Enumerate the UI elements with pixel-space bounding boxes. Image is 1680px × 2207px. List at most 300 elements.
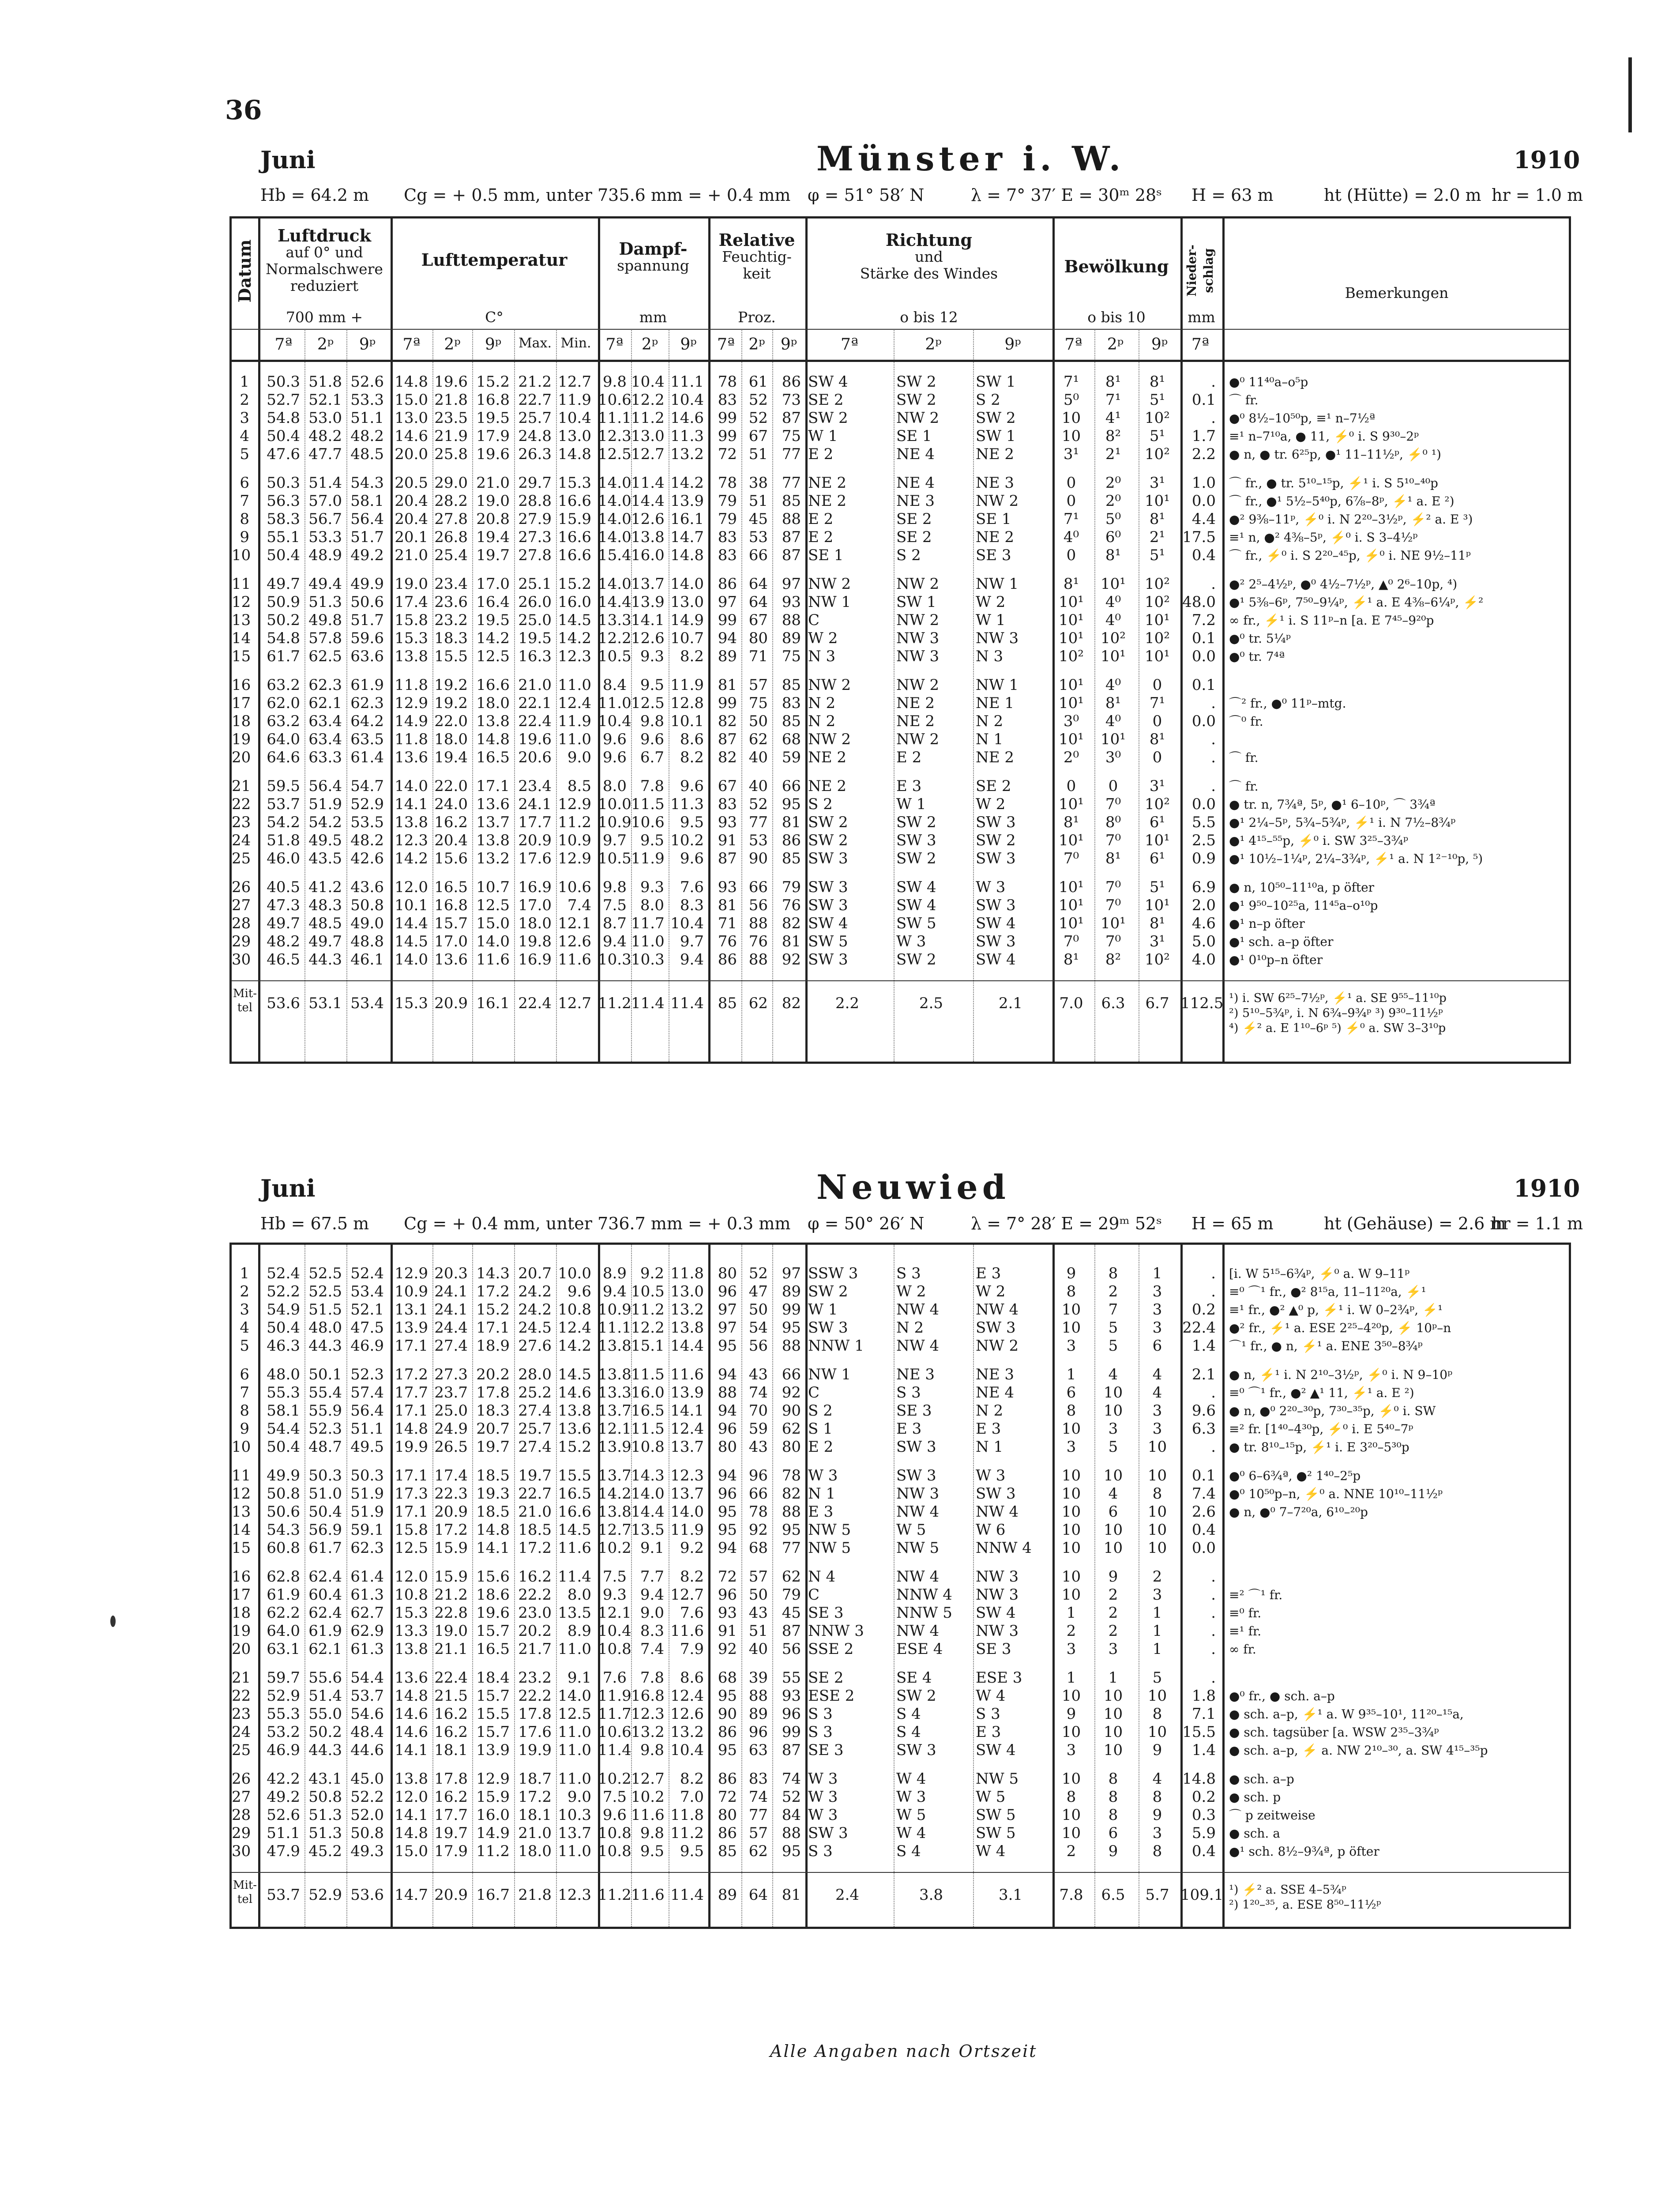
cloud-cell: 8¹ bbox=[1063, 814, 1079, 831]
temperature-cell: 18.1 bbox=[434, 1741, 468, 1759]
temperature-cell: 11.0 bbox=[558, 1770, 591, 1788]
day-cell: 28 bbox=[232, 1806, 251, 1824]
vapour-cell: 10.7 bbox=[670, 629, 704, 647]
wind-cell: SW 4 bbox=[976, 915, 1016, 932]
temperature-cell: 19.4 bbox=[434, 749, 468, 766]
vapour-cell: 14.0 bbox=[670, 1503, 704, 1521]
wind-cell: SW 1 bbox=[976, 427, 1016, 445]
term-label: 7ª bbox=[717, 335, 735, 354]
wind-cell: S 2 bbox=[808, 1402, 833, 1420]
remark-cell: ≡¹ n–7¹⁰a, ● 11, ⚡⁰ i. S 9³⁰–2ᵖ bbox=[1229, 429, 1419, 444]
pressure-cell: 48.9 bbox=[308, 546, 342, 564]
temperature-cell: 27.3 bbox=[518, 528, 552, 546]
temperature-cell: 19.6 bbox=[434, 373, 468, 391]
pressure-cell: 48.8 bbox=[350, 933, 384, 950]
precipitation-cell: . bbox=[1211, 731, 1216, 748]
humidity-cell: 94 bbox=[718, 1402, 737, 1420]
data-table bbox=[229, 1243, 1571, 1929]
pressure-cell: 64.2 bbox=[350, 712, 384, 730]
remark-cell: ⌒ fr., ● tr. 5¹⁰–¹⁵p, ⚡¹ i. S 5¹⁰–⁴⁰p bbox=[1229, 476, 1438, 490]
dampf-header-line: Dampf- bbox=[619, 239, 688, 259]
pressure-cell: 62.8 bbox=[267, 1568, 300, 1586]
vapour-cell: 10.5 bbox=[631, 1283, 665, 1300]
temperature-cell: 25.8 bbox=[434, 445, 468, 463]
pressure-cell: 44.3 bbox=[308, 1337, 342, 1355]
humidity-cell: 57 bbox=[748, 1568, 768, 1586]
vapour-cell: 13.9 bbox=[631, 593, 665, 611]
temperature-cell: 17.2 bbox=[395, 1366, 428, 1383]
temperature-cell: 20.6 bbox=[518, 749, 552, 766]
cloud-cell: 4 bbox=[1108, 1485, 1118, 1503]
temperature-cell: 12.5 bbox=[558, 1705, 591, 1723]
temperature-cell: 12.1 bbox=[558, 915, 591, 932]
vapour-cell: 9.1 bbox=[640, 1539, 664, 1557]
cloud-cell: 3 bbox=[1108, 1420, 1118, 1438]
humidity-cell: 54 bbox=[748, 1319, 768, 1337]
temperature-cell: 24.1 bbox=[434, 1301, 468, 1318]
term-label: 9ᵖ bbox=[680, 335, 697, 354]
humidity-cell: 95 bbox=[718, 1687, 737, 1705]
precipitation-cell: 14.8 bbox=[1182, 1770, 1216, 1788]
humidity-cell: 80 bbox=[782, 1438, 801, 1456]
temperature-cell: 19.9 bbox=[518, 1741, 552, 1759]
vapour-cell: 9.5 bbox=[640, 832, 664, 849]
temperature-cell: 15.2 bbox=[558, 1438, 591, 1456]
wind-cell: W 4 bbox=[976, 1687, 1006, 1705]
temperature-cell: 14.1 bbox=[395, 1806, 428, 1824]
vapour-cell: 9.6 bbox=[680, 777, 704, 795]
cloud-cell: 6 bbox=[1066, 1384, 1076, 1401]
wind-cell: SW 2 bbox=[808, 832, 848, 849]
cloud-cell: 1 bbox=[1152, 1622, 1162, 1640]
pressure-cell: 51.9 bbox=[350, 1503, 384, 1521]
cloud-cell: 10² bbox=[1059, 648, 1084, 665]
vapour-cell: 10.0 bbox=[598, 795, 631, 813]
pressure-cell: 61.7 bbox=[308, 1539, 342, 1557]
cloud-cell: 0 bbox=[1152, 749, 1162, 766]
wind-cell: SE 3 bbox=[808, 1741, 844, 1759]
wind-header-line: und bbox=[915, 248, 943, 265]
day-cell: 2 bbox=[240, 1283, 249, 1300]
temperature-cell: 14.8 bbox=[395, 1824, 428, 1842]
cloud-cell: 10¹ bbox=[1101, 575, 1126, 593]
temperature-cell: 16.2 bbox=[434, 1705, 468, 1723]
humidity-cell: 79 bbox=[718, 492, 737, 510]
cloud-cell: 8 bbox=[1066, 1402, 1076, 1420]
temperature-cell: 19.7 bbox=[476, 546, 510, 564]
cloud-cell: 9 bbox=[1108, 1568, 1118, 1586]
precipitation-cell: 4.4 bbox=[1191, 510, 1216, 528]
humidity-cell: 68 bbox=[748, 1539, 768, 1557]
pressure-cell: 50.4 bbox=[267, 1438, 300, 1456]
cloud-cell: 1 bbox=[1152, 1265, 1162, 1282]
precipitation-cell: 1.7 bbox=[1191, 427, 1216, 445]
pressure-cell: 62.2 bbox=[267, 1604, 300, 1622]
cloud-cell: 9 bbox=[1152, 1741, 1162, 1759]
remark-cell: ⌒ fr. bbox=[1229, 750, 1259, 765]
temperature-cell: 10.4 bbox=[558, 409, 591, 427]
temperature-cell: 20.3 bbox=[434, 1265, 468, 1282]
remark-cell: ●⁰ 8½–10⁵⁰p, ≡¹ n–7½ª bbox=[1229, 411, 1376, 426]
mittel-pressure: 52.9 bbox=[308, 1886, 342, 1904]
vapour-cell: 11.2 bbox=[631, 409, 665, 427]
wind-cell: E 3 bbox=[976, 1265, 1001, 1282]
vapour-cell: 11.4 bbox=[598, 1741, 631, 1759]
remark-cell: ● tr. 8¹⁰–¹⁵p, ⚡¹ i. E 3²⁰–5³⁰p bbox=[1229, 1440, 1409, 1454]
precipitation-cell: 2.5 bbox=[1191, 832, 1216, 849]
cloud-cell: 7⁰ bbox=[1105, 795, 1121, 813]
temperature-cell: 18.9 bbox=[476, 1337, 510, 1355]
precipitation-cell: 9.6 bbox=[1191, 1402, 1216, 1420]
humidity-cell: 57 bbox=[748, 676, 768, 694]
vapour-cell: 11.1 bbox=[598, 1319, 631, 1337]
temperature-cell: 14.8 bbox=[558, 445, 591, 463]
vapour-cell: 7.6 bbox=[602, 1669, 627, 1687]
wind-cell: ESE 4 bbox=[896, 1640, 943, 1658]
wind-cell: NW 2 bbox=[976, 1337, 1019, 1355]
wind-cell: W 2 bbox=[976, 795, 1006, 813]
day-cell: 17 bbox=[232, 694, 251, 712]
temperature-cell: 16.8 bbox=[434, 896, 468, 914]
temperature-cell: 21.0 bbox=[476, 474, 510, 492]
vapour-cell: 7.6 bbox=[680, 1604, 704, 1622]
vapour-cell: 9.2 bbox=[680, 1539, 704, 1557]
feuchte-header-line: Relative bbox=[718, 230, 795, 250]
luftdruck-header bbox=[258, 227, 391, 294]
vapour-cell: 11.9 bbox=[670, 676, 704, 694]
table-row bbox=[232, 1723, 1569, 1741]
cloud-cell: 10 bbox=[1061, 1521, 1081, 1539]
cloud-cell: 10¹ bbox=[1145, 832, 1170, 849]
vapour-cell: 10.4 bbox=[670, 391, 704, 409]
wind-cell: W 1 bbox=[896, 795, 926, 813]
humidity-cell: 62 bbox=[782, 1568, 801, 1586]
vapour-cell: 13.7 bbox=[598, 1402, 631, 1420]
temperature-cell: 18.0 bbox=[476, 694, 510, 712]
page-number: 36 bbox=[225, 95, 262, 126]
vapour-cell: 11.8 bbox=[670, 1806, 704, 1824]
vapour-cell: 14.2 bbox=[598, 1485, 631, 1503]
temperature-cell: 26.3 bbox=[518, 445, 552, 463]
wind-cell: W 2 bbox=[976, 593, 1006, 611]
humidity-cell: 77 bbox=[748, 1806, 768, 1824]
vapour-cell: 7.8 bbox=[640, 777, 664, 795]
temperature-cell: 16.6 bbox=[558, 528, 591, 546]
datum-header: Datum bbox=[235, 239, 255, 303]
temperature-cell: 11.8 bbox=[395, 676, 428, 694]
humidity-cell: 78 bbox=[748, 1503, 768, 1521]
wind-cell: SW 2 bbox=[976, 409, 1016, 427]
table-row bbox=[232, 1622, 1569, 1640]
vapour-cell: 10.6 bbox=[598, 1723, 631, 1741]
table-row bbox=[232, 1741, 1569, 1759]
temperature-cell: 19.6 bbox=[518, 731, 552, 748]
wind-cell: SW 4 bbox=[976, 1604, 1016, 1622]
feuchte-header bbox=[708, 232, 805, 282]
temperature-cell: 14.0 bbox=[395, 777, 428, 795]
humidity-cell: 50 bbox=[748, 712, 768, 730]
pressure-cell: 51.1 bbox=[267, 1824, 300, 1842]
day-cell: 4 bbox=[240, 1319, 249, 1337]
cloud-cell: 7¹ bbox=[1149, 694, 1165, 712]
wind-cell: NW 2 bbox=[896, 575, 940, 593]
table-row bbox=[232, 1265, 1569, 1283]
wind-cell: S 4 bbox=[896, 1723, 921, 1741]
cloud-cell: 6 bbox=[1108, 1824, 1118, 1842]
pressure-cell: 60.8 bbox=[267, 1539, 300, 1557]
temperature-cell: 16.5 bbox=[476, 749, 510, 766]
cloud-cell: 10¹ bbox=[1059, 832, 1084, 849]
humidity-cell: 80 bbox=[718, 1265, 737, 1282]
temperature-cell: 14.0 bbox=[395, 951, 428, 968]
table-row bbox=[232, 648, 1569, 666]
pressure-cell: 49.2 bbox=[267, 1788, 300, 1806]
cloud-cell: 5 bbox=[1108, 1319, 1118, 1337]
wind-cell: NW 5 bbox=[896, 1539, 940, 1557]
cloud-cell: 2¹ bbox=[1105, 445, 1121, 463]
pressure-cell: 54.3 bbox=[350, 474, 384, 492]
temperature-cell: 14.8 bbox=[476, 731, 510, 748]
table-row bbox=[232, 1842, 1569, 1861]
day-cell: 13 bbox=[232, 611, 251, 629]
wind-cell: SW 2 bbox=[808, 814, 848, 831]
wind-cell: NW 2 bbox=[808, 731, 851, 748]
temperature-cell: 20.2 bbox=[518, 1622, 552, 1640]
pressure-cell: 61.9 bbox=[308, 1622, 342, 1640]
remark-cell: ●⁰ tr. 5¼ᵖ bbox=[1229, 631, 1291, 646]
precipitation-cell: . bbox=[1211, 1669, 1216, 1687]
wind-cell: E 2 bbox=[808, 1438, 834, 1456]
cloud-cell: 9 bbox=[1066, 1705, 1076, 1723]
vapour-cell: 14.0 bbox=[598, 528, 631, 546]
wind-cell: W 1 bbox=[808, 427, 838, 445]
pressure-cell: 53.4 bbox=[350, 1283, 384, 1300]
remark-cell: ●⁰ 10⁵⁰p–n, ⚡⁰ a. NNE 10¹⁰–11½ᵖ bbox=[1229, 1487, 1443, 1501]
precipitation-cell: 0.1 bbox=[1191, 391, 1216, 409]
precipitation-cell: 5.5 bbox=[1191, 814, 1216, 831]
station-meta-item: H = 63 m bbox=[1191, 185, 1274, 205]
cloud-cell: 10¹ bbox=[1059, 694, 1084, 712]
temperature-cell: 25.4 bbox=[434, 546, 468, 564]
wind-cell: N 4 bbox=[808, 1568, 836, 1586]
mittel-pressure: 53.6 bbox=[350, 1886, 384, 1904]
cloud-cell: 10 bbox=[1061, 1485, 1081, 1503]
pressure-cell: 62.9 bbox=[350, 1622, 384, 1640]
cloud-cell: 1 bbox=[1108, 1669, 1118, 1687]
wind-cell: NE 2 bbox=[896, 694, 935, 712]
temperature-cell: 17.2 bbox=[476, 1283, 510, 1300]
term-label: 9ᵖ bbox=[1004, 335, 1021, 354]
day-cell: 29 bbox=[232, 933, 251, 950]
temperature-cell: 24.4 bbox=[434, 1319, 468, 1337]
cloud-cell: 8¹ bbox=[1149, 510, 1165, 528]
temperature-cell: 16.2 bbox=[434, 814, 468, 831]
temperature-cell: 22.4 bbox=[518, 712, 552, 730]
mittel-vapour: 11.6 bbox=[631, 1886, 665, 1904]
cloud-cell: 5¹ bbox=[1149, 427, 1165, 445]
humidity-cell: 80 bbox=[748, 629, 768, 647]
wind-cell: NE 2 bbox=[808, 492, 847, 510]
wind-cell: SW 3 bbox=[976, 933, 1016, 950]
wind-cell: N 1 bbox=[808, 1485, 836, 1503]
humidity-cell: 99 bbox=[718, 409, 737, 427]
temperature-cell: 13.0 bbox=[558, 427, 591, 445]
table-row bbox=[232, 1521, 1569, 1539]
wind-cell: NE 1 bbox=[976, 694, 1015, 712]
temperature-cell: 11.9 bbox=[558, 712, 591, 730]
mittel-wind: 2.4 bbox=[835, 1886, 860, 1904]
precipitation-cell: 15.5 bbox=[1182, 1723, 1216, 1741]
humidity-cell: 96 bbox=[718, 1283, 737, 1300]
luftdruck-header-line: Luftdruck bbox=[278, 226, 371, 245]
term-label: 2ᵖ bbox=[641, 335, 658, 354]
temperature-cell: 14.5 bbox=[558, 1366, 591, 1383]
wind-cell: NW 2 bbox=[896, 731, 940, 748]
cloud-cell: 10 bbox=[1061, 1420, 1081, 1438]
wind-cell: SW 2 bbox=[808, 409, 848, 427]
cloud-cell: 10 bbox=[1061, 1568, 1081, 1586]
station-meta-item: ht (Hütte) = 2.0 m bbox=[1324, 185, 1481, 205]
precipitation-cell: 1.8 bbox=[1191, 1687, 1216, 1705]
term-label: 9ᵖ bbox=[359, 335, 376, 354]
vapour-cell: 10.1 bbox=[670, 712, 704, 730]
vapour-cell: 12.2 bbox=[631, 391, 665, 409]
cloud-cell: 6 bbox=[1152, 1337, 1162, 1355]
wind-cell: S 1 bbox=[808, 1420, 833, 1438]
temperature-cell: 22.0 bbox=[434, 712, 468, 730]
humidity-cell: 83 bbox=[748, 1770, 768, 1788]
precipitation-cell: 0.2 bbox=[1191, 1301, 1216, 1318]
pressure-cell: 62.4 bbox=[308, 1568, 342, 1586]
mittel-wind: 3.1 bbox=[998, 1886, 1023, 1904]
pressure-cell: 42.2 bbox=[267, 1770, 300, 1788]
temperature-cell: 13.7 bbox=[558, 1824, 591, 1842]
temperature-cell: 14.8 bbox=[476, 1521, 510, 1539]
vapour-cell: 9.8 bbox=[640, 712, 664, 730]
temperature-cell: 19.9 bbox=[395, 1438, 428, 1456]
vapour-cell: 13.8 bbox=[598, 1366, 631, 1383]
mittel-label bbox=[232, 987, 258, 1015]
temperature-cell: 13.3 bbox=[395, 1622, 428, 1640]
mittel-temperature: 15.3 bbox=[395, 994, 428, 1012]
vapour-cell: 14.1 bbox=[670, 1402, 704, 1420]
wind-cell: SW 3 bbox=[808, 896, 848, 914]
wind-cell: S 4 bbox=[896, 1705, 921, 1723]
temperature-cell: 22.7 bbox=[518, 1485, 552, 1503]
remark-cell: ≡¹ n, ●² 4⅜–5ᵖ, ⚡⁰ i. S 3–4½ᵖ bbox=[1229, 530, 1418, 545]
mittel-temperature: 12.7 bbox=[558, 994, 591, 1012]
precipitation-cell: 1.4 bbox=[1191, 1337, 1216, 1355]
cloud-cell: 2⁰ bbox=[1105, 474, 1121, 492]
pressure-cell: 47.7 bbox=[308, 445, 342, 463]
temperature-cell: 14.5 bbox=[395, 933, 428, 950]
cloud-cell: 8¹ bbox=[1105, 373, 1121, 391]
cloud-cell: 10² bbox=[1145, 629, 1170, 647]
vapour-cell: 11.3 bbox=[670, 427, 704, 445]
mittel-vapour: 11.4 bbox=[631, 994, 665, 1012]
cloud-cell: 10¹ bbox=[1145, 896, 1170, 914]
temperature-cell: 27.4 bbox=[518, 1402, 552, 1420]
humidity-cell: 87 bbox=[782, 528, 801, 546]
humidity-cell: 93 bbox=[718, 878, 737, 896]
cloud-cell: 8⁰ bbox=[1105, 814, 1121, 831]
humidity-cell: 56 bbox=[748, 1337, 768, 1355]
humidity-cell: 99 bbox=[782, 1301, 801, 1318]
temperature-cell: 19.5 bbox=[476, 611, 510, 629]
vapour-cell: 11.6 bbox=[670, 1622, 704, 1640]
day-cell: 12 bbox=[232, 1485, 251, 1503]
pressure-cell: 62.0 bbox=[267, 694, 300, 712]
vapour-cell: 9.4 bbox=[602, 933, 627, 950]
pressure-cell: 51.9 bbox=[308, 795, 342, 813]
pressure-cell: 51.7 bbox=[350, 528, 384, 546]
humidity-cell: 97 bbox=[718, 593, 737, 611]
pressure-cell: 61.3 bbox=[350, 1586, 384, 1604]
table-row bbox=[232, 1420, 1569, 1438]
station-year: 1910 bbox=[1514, 146, 1580, 174]
humidity-cell: 93 bbox=[782, 1687, 801, 1705]
wind-cell: E 3 bbox=[976, 1420, 1001, 1438]
wind-cell: SW 3 bbox=[808, 878, 848, 896]
pressure-cell: 50.4 bbox=[308, 1503, 342, 1521]
temperature-cell: 16.3 bbox=[518, 648, 552, 665]
vapour-cell: 9.5 bbox=[680, 1842, 704, 1860]
humidity-cell: 76 bbox=[782, 896, 801, 914]
vapour-cell: 14.4 bbox=[598, 593, 631, 611]
cloud-cell: 0 bbox=[1066, 777, 1076, 795]
cloud-cell: 7¹ bbox=[1063, 510, 1079, 528]
pressure-cell: 55.0 bbox=[308, 1705, 342, 1723]
wind-cell: NE 4 bbox=[896, 445, 935, 463]
temperature-cell: 9.6 bbox=[567, 1283, 591, 1300]
term-label: 7ª bbox=[274, 335, 293, 354]
wind-cell: NW 3 bbox=[976, 1622, 1019, 1640]
day-cell: 11 bbox=[232, 575, 251, 593]
table-row bbox=[232, 1806, 1569, 1824]
wind-unit: o bis 12 bbox=[900, 309, 958, 326]
temperature-cell: 11.2 bbox=[476, 1842, 510, 1860]
vapour-cell: 8.6 bbox=[680, 731, 704, 748]
vapour-cell: 10.8 bbox=[598, 1824, 631, 1842]
cloud-cell: 3⁰ bbox=[1105, 749, 1121, 766]
remark-cell: ● n, ● tr. 6²⁵p, ●¹ 11–11½ᵖ, ⚡⁰ ¹) bbox=[1229, 447, 1441, 462]
pressure-cell: 51.4 bbox=[308, 474, 342, 492]
temperature-cell: 18.0 bbox=[518, 1842, 552, 1860]
temperature-cell: 17.8 bbox=[476, 1384, 510, 1401]
pressure-cell: 50.6 bbox=[350, 593, 384, 611]
vapour-cell: 10.9 bbox=[598, 1301, 631, 1318]
pressure-cell: 49.8 bbox=[308, 611, 342, 629]
humidity-cell: 59 bbox=[748, 1420, 768, 1438]
temperature-cell: 21.0 bbox=[518, 1503, 552, 1521]
feuchte-header-line: keit bbox=[743, 265, 771, 282]
vapour-cell: 13.2 bbox=[631, 1723, 665, 1741]
wind-header bbox=[805, 232, 1052, 282]
station-meta-item: Cg = + 0.5 mm, unter 735.6 mm = + 0.4 mm bbox=[404, 185, 791, 205]
niederschlag-header-line: schlag bbox=[1201, 248, 1216, 293]
vapour-cell: 14.8 bbox=[670, 546, 704, 564]
pressure-cell: 50.3 bbox=[350, 1467, 384, 1484]
pressure-cell: 49.4 bbox=[308, 575, 342, 593]
wind-cell: SW 3 bbox=[976, 1319, 1016, 1337]
wind-cell: SW 4 bbox=[896, 878, 936, 896]
wind-cell: NW 4 bbox=[976, 1503, 1019, 1521]
wind-cell: NE 3 bbox=[976, 1366, 1015, 1383]
vapour-cell: 14.2 bbox=[670, 474, 704, 492]
vapour-cell: 13.3 bbox=[598, 1384, 631, 1401]
mittel-temperature: 20.9 bbox=[434, 1886, 468, 1904]
vapour-cell: 9.4 bbox=[680, 951, 704, 968]
